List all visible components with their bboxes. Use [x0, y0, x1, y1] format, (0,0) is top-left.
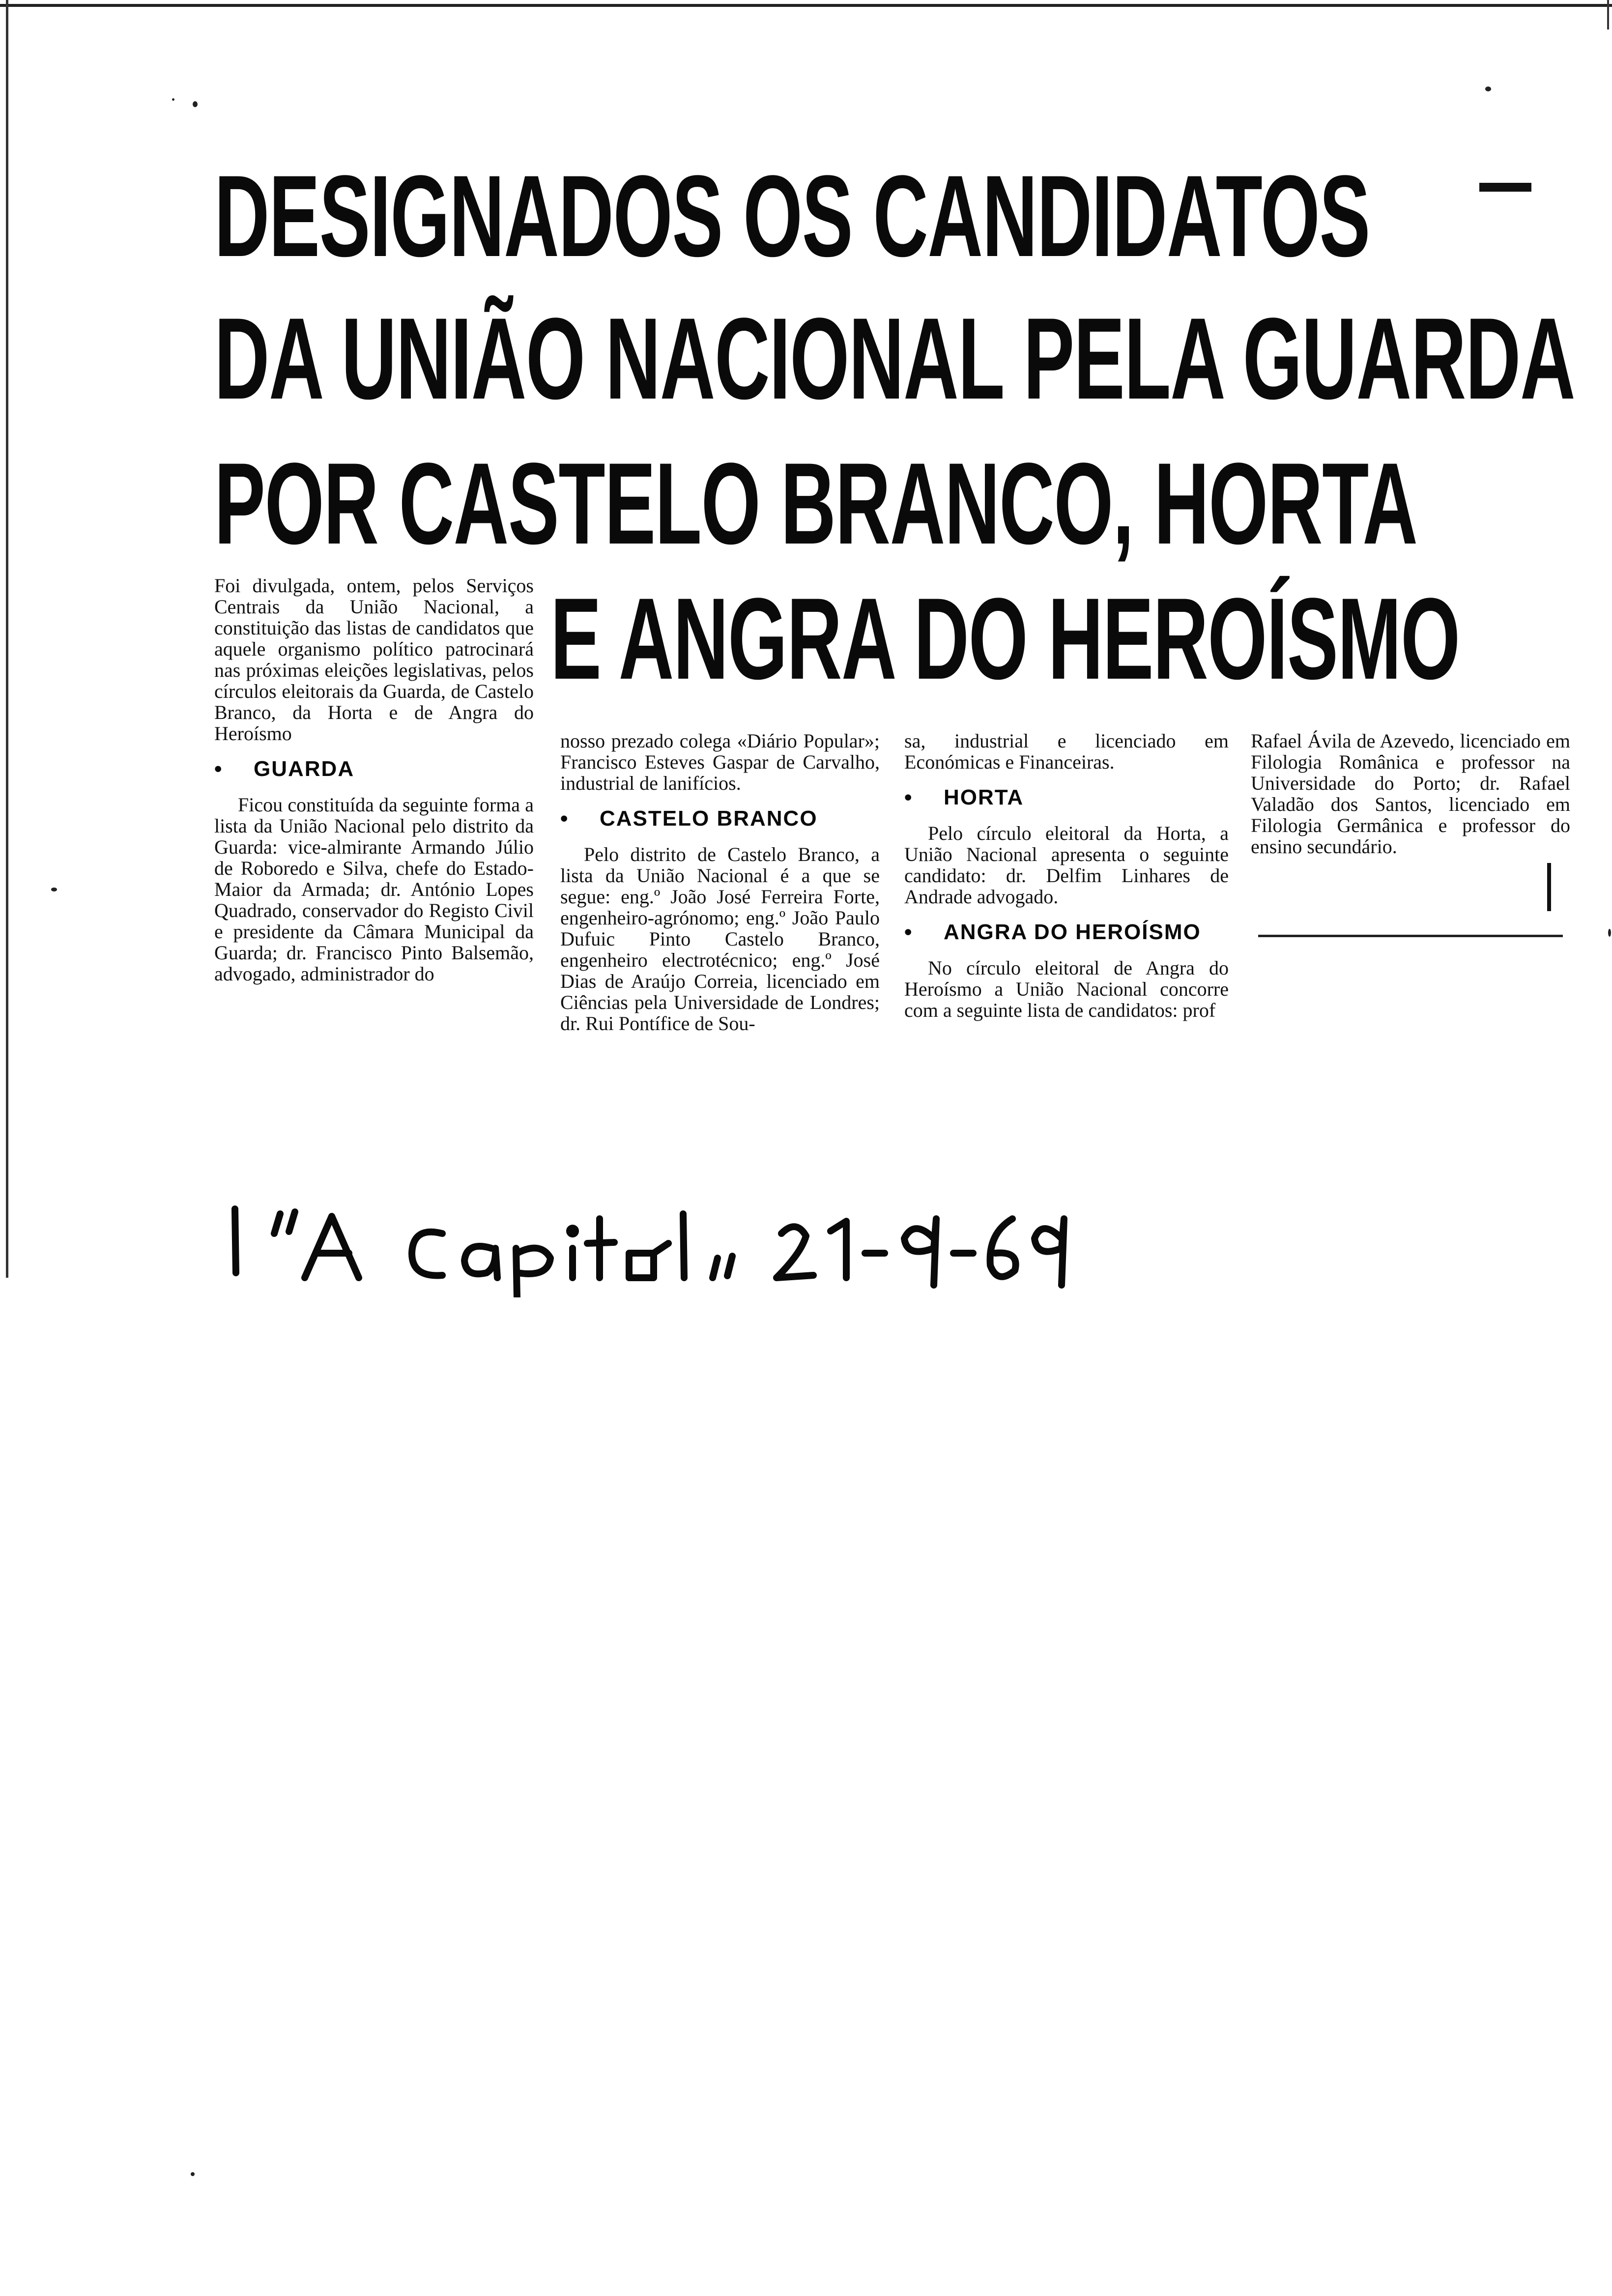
headline-line-4: E ANGRA DO HEROÍSMO	[550, 574, 1460, 704]
angra-paragraph: No círculo eleitoral de Angra do Heroísmo a União Nacional concorre com a seguinte lista de candidatos: prof	[904, 957, 1229, 1021]
column-end-mark	[1547, 863, 1551, 911]
top-border-line	[0, 4, 1612, 7]
section-heading-label: HORTA	[944, 785, 1024, 809]
column-end-rule	[1258, 935, 1563, 937]
right-border-mark	[1607, 0, 1609, 29]
speck	[172, 98, 174, 101]
intro-paragraph: Foi divulgada, ontem, pelos Serviços Centrais da União Nacional, a constituição das listas de candidatos que aquele organismo político patrocinará nas próximas eleições legislativas, pelos círculos eleitorais da Guarda, de Castelo Branco, da Horta e de Angra do Heroísmo	[214, 574, 534, 745]
speck	[191, 2172, 195, 2176]
section-heading-label: CASTELO BRANCO	[600, 806, 818, 831]
speck	[1485, 86, 1491, 91]
castelo-branco-paragraph: Pelo distrito de Castelo Branco, a lista da União Nacional é a que se segue: eng.º João José Ferreira Forte, engenheiro-agrónomo; eng.º João Paulo Dufuic Pinto Castelo Branco, engenheiro electrotécnico; eng.º José Dias de Araújo Correia, licenciado em Ciências pela Universidade de Londres; dr. Rui Pontífice de Sou-	[560, 843, 880, 1034]
headline-line-2: DA UNIÃO NACIONAL PELA GUARDA	[214, 294, 1575, 424]
section-heading-label: ANGRA DO HEROÍSMO	[944, 920, 1201, 944]
column-2	[560, 730, 880, 1039]
headline-dash	[1479, 183, 1531, 192]
headline-line-1: DESIGNADOS OS CANDIDATOS	[214, 151, 1370, 281]
angra-continuation: Rafael Ávila de Azevedo, licenciado em Filologia Românica e professor na Universidade do Porto; dr. Rafael Valadão dos Santos, licenciado em Filologia Germânica e professor do ensino secundário.	[1251, 730, 1570, 858]
bullet-icon: •	[904, 785, 913, 809]
bullet-icon: •	[560, 806, 569, 831]
left-border-line	[6, 0, 8, 1278]
guarda-paragraph: Ficou constituída da seguinte forma a lista da União Nacional pelo distrito da Guarda: vice-almirante Armando Júlio de Roboredo e Silva, chefe do Estado-Maior da Armada; dr. António Lopes Quadrado, conservador do Registo Civil e presidente da Câmara Municipal da Guarda; dr. Francisco Pinto Balsemão, advogado, administrador do	[214, 794, 534, 985]
bullet-icon: •	[214, 757, 223, 781]
speck	[51, 888, 57, 891]
headline-line-3: POR CASTELO BRANCO, HORTA	[214, 439, 1417, 569]
section-heading-guarda	[214, 757, 534, 781]
section-heading-castelo-branco	[560, 806, 880, 831]
section-heading-horta	[904, 785, 1229, 810]
handwritten-source-note	[226, 1179, 1111, 1297]
section-heading-angra	[904, 920, 1229, 945]
castelo-branco-continuation: sa, industrial e licenciado em Económicas e Financeiras.	[904, 730, 1229, 773]
speck	[1608, 929, 1611, 937]
guarda-continuation: nosso prezado colega «Diário Popular»; Francisco Esteves Gaspar de Carvalho, industrial de lanifícios.	[560, 730, 880, 794]
column-3	[904, 730, 1229, 1026]
column-1	[214, 575, 534, 989]
horta-paragraph: Pelo círculo eleitoral da Horta, a União Nacional apresenta o seguinte candidato: dr. Delfim Linhares de Andrade advogado.	[904, 822, 1229, 908]
bullet-icon: •	[904, 920, 913, 944]
column-4	[1251, 730, 1570, 862]
speck	[193, 101, 198, 107]
section-heading-label: GUARDA	[254, 757, 355, 781]
